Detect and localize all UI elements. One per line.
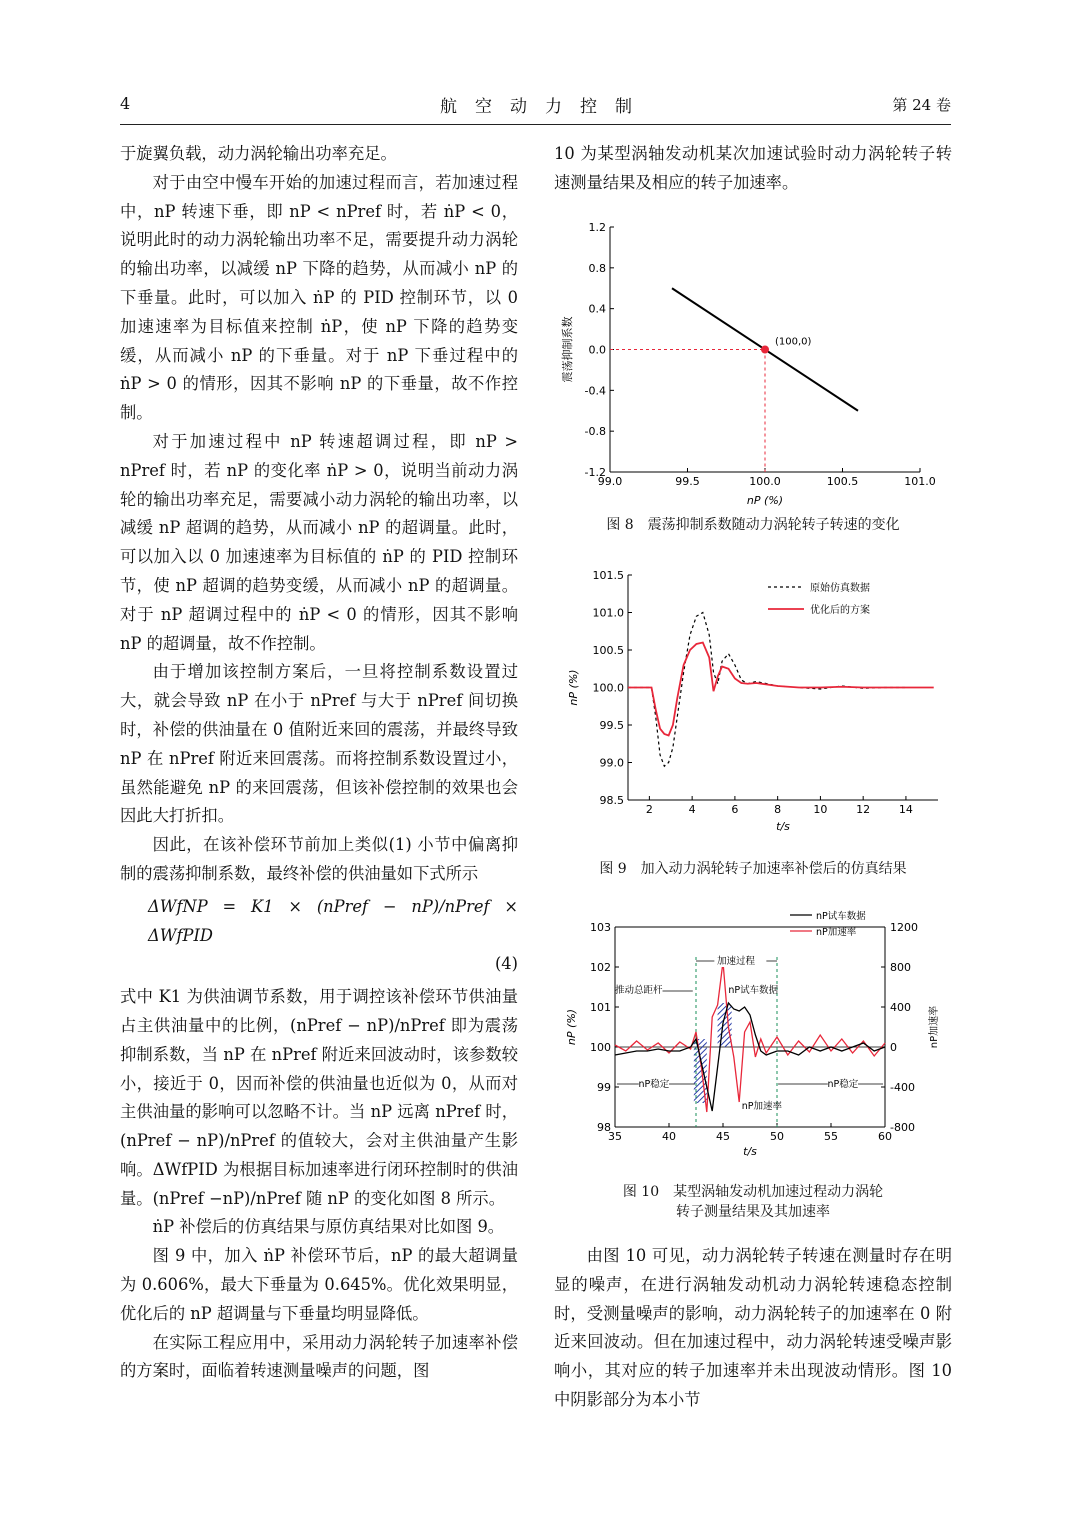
paragraph: 在实际工程应用中，采用动力涡轮转子加速率补偿的方案时，面临着转速测量噪声的问题，图 — [120, 1332, 518, 1381]
annotation-push-lever: 推动总距杆 — [615, 985, 663, 996]
y-axis-label: 震荡抑制系数 — [561, 316, 574, 383]
y-tick-label: 1.2 — [588, 221, 606, 234]
y-tick-label: 0.8 — [588, 261, 606, 275]
y2-axis-label: nP加速率 — [929, 1005, 940, 1049]
paragraph: 因此，在该补偿环节前加上类似(1) 小节中偏离抑制的震荡抑制系数，最终补偿的供油量如下式所示 — [120, 835, 518, 883]
legend-optimized-label: 优化后的方案 — [810, 605, 870, 616]
x-axis-label: nP (%) — [746, 494, 784, 507]
x-tick-label: 8 — [774, 803, 782, 816]
x-tick-label: 99.5 — [675, 475, 700, 488]
figure-9-caption: 图 9 加入动力涡轮转子加速率补偿后的仿真结果 — [599, 861, 907, 877]
x-axis-label: t/s — [743, 1145, 757, 1158]
figure-10-caption — [554, 1182, 952, 1222]
y-axis-label: nP (%) — [567, 669, 580, 706]
x-tick-label: 101.0 — [904, 475, 936, 488]
right-column — [554, 140, 952, 198]
x-tick-label: 14 — [898, 803, 913, 816]
y-axis-label: nP (%) — [565, 1008, 578, 1046]
page-header — [0, 92, 1071, 124]
paragraph: ṅP 补偿后的仿真结果与原仿真结果对比如图 9。 — [152, 1217, 505, 1237]
left-paragraphs-1 — [120, 140, 518, 889]
y2-tick-label: -800 — [890, 1121, 915, 1134]
hatch-region-2 — [718, 1003, 732, 1047]
paragraph: 对于加速过程中 nP 转速超调过程，即 nP > nPref 时，若 nP 的变化率 ṅP > 0，说明当前动力涡轮的输出功率充足，需要减小动力涡轮的输出功率，以减缓 nP 超调的趋势，从而减小 nP 的超调量。此时，可以加入以 0 加速速率为目标值的 ṅP 的 PID 控制环节，使 nP 超调的趋势变缓，从而减小 nP 的超调量。对于 nP 超调过程中的 ṅP < 0 的情形，因其不影响 nP 的超调量，故不作控制。 — [120, 431, 518, 653]
equation-4 — [120, 893, 518, 979]
left-paragraphs-2 — [120, 983, 518, 1386]
y-tick-label: 0.0 — [588, 343, 606, 357]
x-tick-label: 100.0 — [749, 475, 781, 488]
page-number: 4 — [120, 94, 131, 113]
y-tick-label: 101.5 — [592, 569, 624, 582]
y2-tick-label: 400 — [890, 1001, 911, 1014]
series-original — [628, 613, 906, 767]
annotation-stable-left: nP稳定 — [638, 1079, 670, 1090]
x-tick-label: 50 — [770, 1130, 784, 1143]
annotation-accel: 加速过程 — [716, 956, 755, 967]
left-column — [120, 140, 518, 1386]
series-speed — [615, 1003, 885, 1111]
x-tick-label: 100.5 — [826, 475, 859, 488]
y-tick-label: 101 — [590, 1001, 611, 1014]
volume-label: 第 24 卷 — [892, 96, 951, 114]
x-tick-label: 35 — [608, 1130, 622, 1143]
figure-10-caption-line1: 图 10 某型涡轴发动机加速过程动力涡轮 — [622, 1184, 884, 1200]
x-tick-label: 45 — [716, 1130, 730, 1143]
header-rule — [120, 124, 951, 125]
paragraph: 对于由空中慢车开始的加速过程而言，若加速过程中，nP 转速下垂，即 nP < nPref 时，若 ṅP < 0，说明此时的动力涡轮输出功率不足，需要提升动力涡轮的输出功率，以减缓 nP 下降的趋势，从而减小 nP 的下垂量。此时，可以加入 ṅP 的 PID 控制环节，以 0 加速速率为目标值来控制 ṅP，使 nP 下降的趋势变缓，从而减小 nP 的下垂量。对于 nP 下垂过程中的 ṅP > 0 的情形，因其不影响 nP 的下垂量，故不作控制。 — [120, 172, 518, 423]
x-tick-label: 12 — [856, 803, 871, 816]
y-tick-label: -0.8 — [584, 425, 606, 439]
annotation-stable-right: nP稳定 — [827, 1079, 859, 1090]
paragraph: 于旋翼负载，动力涡轮输出功率充足。 — [120, 144, 397, 163]
x-tick-label: 99.0 — [597, 475, 623, 488]
y-tick-label: 98.5 — [599, 794, 624, 807]
journal-title: 航空动力控制 — [440, 97, 650, 117]
x-tick-label: 55 — [824, 1130, 838, 1143]
y-tick-label: 102 — [590, 961, 611, 974]
x-tick-label: 60 — [878, 1130, 892, 1143]
y-tick-label: 98 — [597, 1121, 611, 1134]
annotation-accel-rate: nP加速率 — [741, 1101, 783, 1112]
y-tick-label: 99.5 — [599, 719, 624, 732]
y-tick-label: 100.5 — [592, 644, 624, 657]
right-column-bottom — [554, 1242, 952, 1415]
x-tick-label: 40 — [662, 1130, 676, 1143]
paragraph: 由图 10 可见，动力涡轮转子转速在测量时存在明显的噪声，在进行涡轴发动机动力涡轮转速稳态控制时，受测量噪声的影响，动力涡轮转子的加速率在 0 附近来回波动。但在加速过程中，动力涡轮转速受噪声影响小，其对应的转子加速率并未出现波动情形。图 10 中阴影部分为本小节 — [554, 1246, 952, 1409]
y-tick-label: 99 — [597, 1081, 611, 1094]
x-tick-label: 6 — [731, 803, 739, 816]
y2-tick-label: 800 — [890, 961, 911, 974]
annotation-label: (100,0) — [775, 336, 812, 348]
annotation-point — [761, 346, 769, 354]
y-tick-label: 101.0 — [592, 606, 624, 620]
y2-tick-label: 1200 — [890, 921, 918, 934]
x-axis-label: t/s — [776, 820, 790, 833]
y-tick-label: 100.0 — [592, 681, 624, 695]
y2-tick-label: 0 — [890, 1041, 897, 1054]
figure-10-caption-line2: 转子测量结果及其加速率 — [676, 1204, 830, 1220]
figure-8-chart — [555, 215, 955, 510]
y-tick-label: -0.4 — [584, 384, 606, 398]
legend-speed-label: nP试车数据 — [816, 911, 866, 922]
figure-8-caption: 图 8 震荡抑制系数随动力涡轮转子转速的变化 — [606, 517, 900, 533]
y-tick-label: 100 — [590, 1041, 611, 1054]
x-tick-label: 10 — [813, 803, 828, 816]
y-tick-label: -1.2 — [584, 466, 606, 479]
equation-text: ΔWfNP = K1 × (nPref − nP)/nPref × ΔWfPID — [148, 896, 518, 945]
y2-tick-label: -400 — [890, 1081, 915, 1094]
y-tick-label: 99.0 — [599, 756, 624, 770]
equation-number: (4) — [494, 954, 518, 974]
right-top-paragraph: 10 为某型涡轴发动机某次加速试验时动力涡轮转子转速测量结果及相应的转子加速率。 — [554, 144, 952, 192]
legend-accel-label: nP加速率 — [816, 927, 857, 938]
y-tick-label: 103 — [590, 921, 611, 934]
legend-original-label: 原始仿真数据 — [810, 583, 870, 594]
x-tick-label: 4 — [688, 803, 696, 816]
paragraph: 由于增加该控制方案后，一旦将控制系数设置过大，就会导致 nP 在小于 nPref 与大于 nPref 间切换时，补偿的供油量在 0 值附近来回的震荡，并最终导致 nP 在 nPref 附近来回震荡。而将控制系数设置过小，虽然能避免 nP 的来回震荡，但该补偿控制的效果也会因此大打折扣。 — [120, 662, 518, 826]
series-optimized — [628, 643, 934, 736]
annotation-speed-data: nP试车数据 — [728, 985, 779, 996]
paragraph: 图 9 中，加入 ṅP 补偿环节后，nP 的最大超调量为 0.606%，最大下垂量为 0.645%。优化效果明显，优化后的 nP 超调量与下垂量均明显降低。 — [120, 1246, 518, 1323]
paragraph: 式中 K1 为供油调节系数，用于调控该补偿环节供油量占主供油量中的比例，(nPref − nP)/nPref 即为震荡抑制系数，当 nP 在 nPref 附近来回波动时，该参数较小，接近于 0，因而补偿的供油量也近似为 0，从而对主供油量的影响可以忽略不计。当 nP 远离 nPref 时，(nPref − nP)/nPref 的值较大，会对主供油量产生影响。ΔWfPID 为根据目标加速率进行闭环控制时的供油量。(nPref −nP)/nPref 随 nP 的变化如图 8 所示。 — [120, 987, 518, 1208]
y-tick-label: 0.4 — [588, 302, 606, 316]
figure-10-chart — [555, 905, 955, 1175]
x-tick-label: 2 — [645, 803, 653, 816]
figure-9-chart — [555, 565, 955, 850]
